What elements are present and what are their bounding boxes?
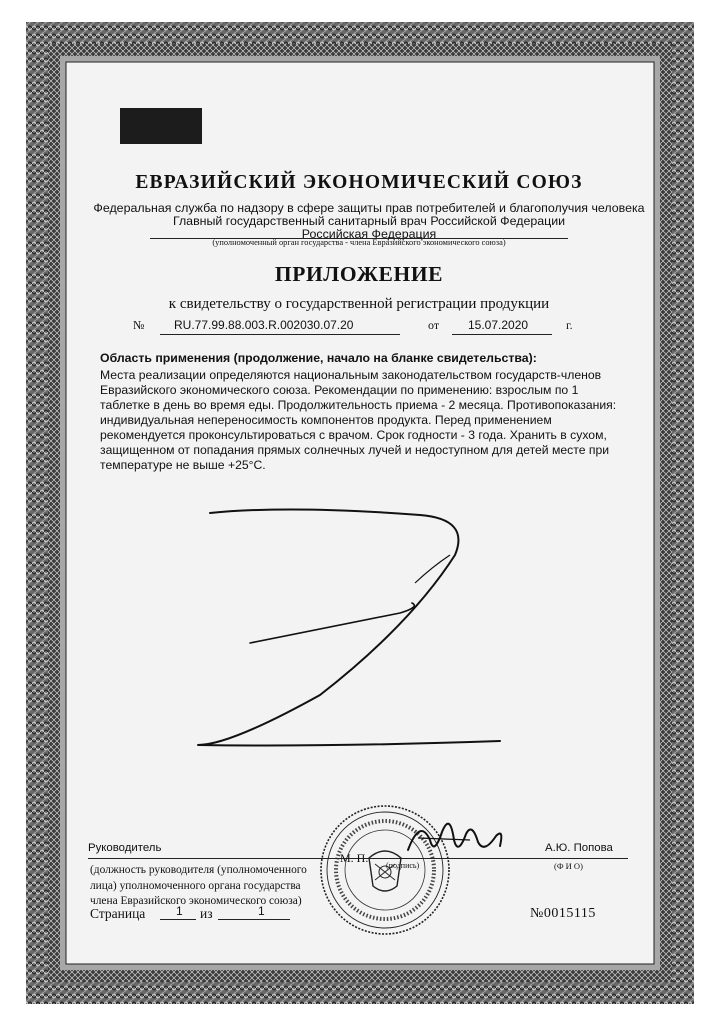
date-underline bbox=[452, 334, 552, 335]
page-of: из bbox=[200, 906, 213, 921]
page-current: 1 bbox=[176, 904, 183, 918]
number-prefix: № bbox=[133, 318, 145, 332]
page-total: 1 bbox=[258, 904, 265, 918]
position-caption bbox=[90, 863, 330, 910]
page-label: Страница bbox=[90, 906, 146, 921]
certificate-date: 15.07.2020 bbox=[468, 318, 529, 332]
fio-caption: (Ф И О) bbox=[554, 861, 583, 871]
agency-line-3: Российская Федерация bbox=[301, 227, 437, 241]
blank-number: №0015115 bbox=[530, 906, 596, 921]
position-caption-line-3: члена Евразийского экономического союза) bbox=[90, 895, 302, 907]
head-name: А.Ю. Попова bbox=[545, 842, 613, 854]
scope-text: Места реализации определяются национальным законодательством государств-членов Евразийского экономического союза. Рекомендации по применению: взрослым по 1 таблетке в день во время еды. Продолжительность приема - 2 месяца. Противопоказания: индивидуальная непереносимость компонентов продукта. Перед применением рекомендуется проконсультироваться с врачом. Срок годности - 3 года. Хранить в сухом, защищенном от попадания прямых солнечных лучей и недоступном для детей месте при температуре не выше +25°C. bbox=[100, 368, 617, 472]
from-label: от bbox=[428, 318, 440, 332]
position-caption-line-2: лица) уполномоченного органа государства bbox=[90, 879, 301, 892]
union-title: ЕВРАЗИЙСКИЙ ЭКОНОМИЧЕСКИЙ СОЮЗ bbox=[135, 172, 583, 193]
year-abbr: г. bbox=[566, 318, 573, 332]
redacted-code-block bbox=[120, 108, 202, 144]
page-current-underline bbox=[160, 919, 196, 920]
agency-note: (уполномоченный орган государства - члена Евразийского экономического союза) bbox=[212, 238, 506, 247]
z-cancellation-mark bbox=[170, 495, 510, 765]
signature-scribble bbox=[400, 810, 510, 865]
agency-line-1: Федеральная служба по надзору в сфере защиты прав потребителей и благополучия человека bbox=[93, 201, 645, 215]
agency-line-2: Главный государственный санитарный врач Российской Федерации bbox=[172, 214, 566, 228]
certificate-number: RU.77.99.88.003.R.002030.07.20 bbox=[174, 318, 354, 332]
signature-caption: (подпись) bbox=[386, 861, 420, 870]
page-total-underline bbox=[218, 919, 290, 920]
mp-label: М. П. bbox=[340, 851, 369, 865]
head-label: Руководитель bbox=[88, 842, 162, 854]
appendix-subtitle: к свидетельству о государственной регистрации продукции bbox=[168, 296, 550, 312]
position-caption-line-1: (должность руководителя (уполномоченного bbox=[90, 864, 307, 876]
number-underline bbox=[160, 334, 400, 335]
scope-heading: Область применения (продолжение, начало на бланке свидетельства): bbox=[100, 351, 537, 365]
appendix-title: ПРИЛОЖЕНИЕ bbox=[274, 262, 444, 286]
